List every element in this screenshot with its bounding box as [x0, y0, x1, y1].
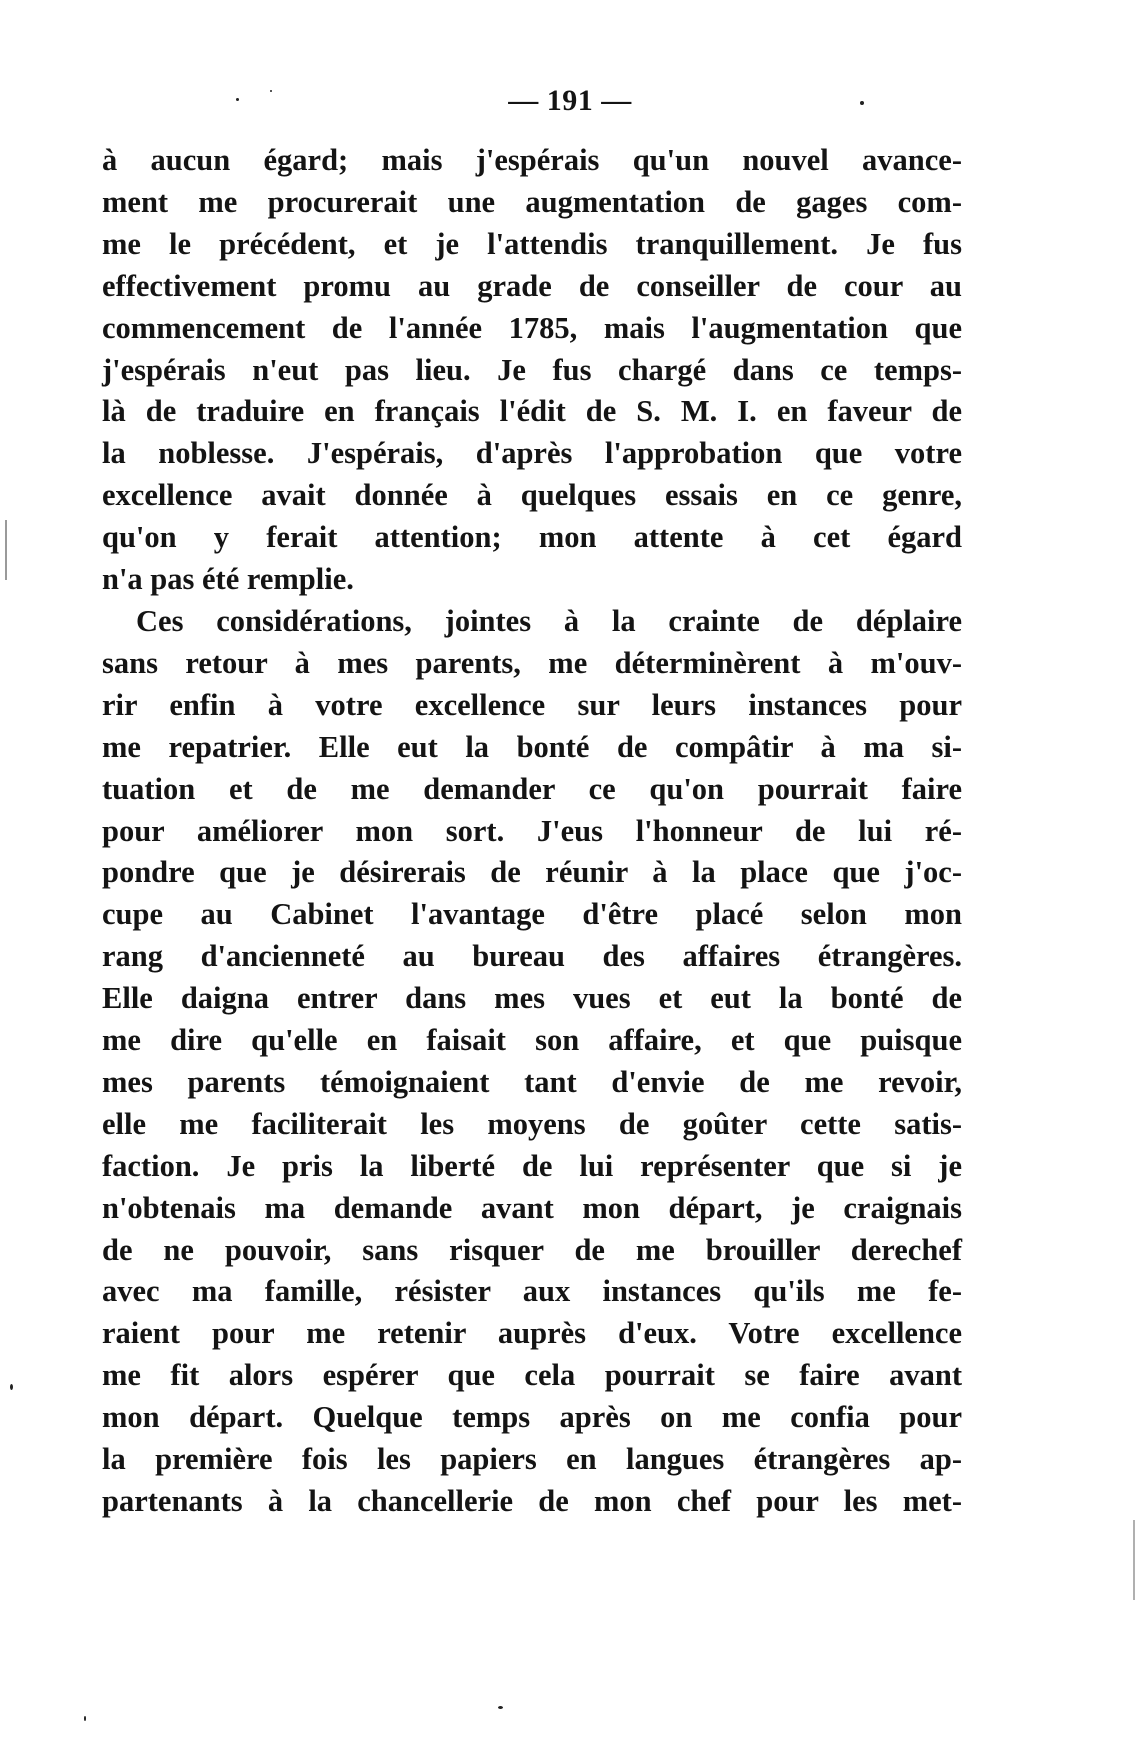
- text-line: rir enfin à votre excellence sur leurs instances pour: [102, 687, 962, 722]
- text-line: me dire qu'elle en faisait son affaire, et que puisque: [102, 1023, 962, 1058]
- scan-edge-mark: [5, 520, 7, 580]
- text-line: me le précédent, et je l'attendis tranquillement. Je fus: [102, 226, 962, 261]
- text-line: elle me faciliterait les moyens de goûter cette satis-: [102, 1106, 962, 1141]
- text-line: Elle daigna entrer dans mes vues et eut la bonté de: [102, 981, 962, 1016]
- scan-speck: [10, 1384, 13, 1390]
- page-number: — 191 —: [508, 84, 632, 117]
- text-line: n'a pas été remplie.: [102, 562, 354, 597]
- text-line: partenants à la chancellerie de mon chef pour les met-: [102, 1484, 962, 1518]
- text-line: effectivement promu au grade de conseiller de cour au: [102, 268, 962, 303]
- text-line: avec ma famille, résister aux instances qu'ils me fe-: [102, 1274, 962, 1309]
- text-line: qu'on y ferait attention; mon attente à cet égard: [102, 520, 962, 555]
- scan-speck: [270, 90, 272, 92]
- text-line: n'obtenais ma demande avant mon départ, je craignais: [102, 1190, 962, 1225]
- text-line: Ces considérations, jointes à la crainte de déplaire: [136, 603, 962, 638]
- scan-edge-mark: [1133, 1520, 1135, 1600]
- text-line: me repatrier. Elle eut la bonté de compâtir à ma si-: [102, 729, 962, 764]
- text-line: la première fois les papiers en langues étrangères ap-: [102, 1442, 962, 1477]
- text-line: à aucun égard; mais j'espérais qu'un nouvel avance-: [102, 143, 962, 177]
- scan-speck: [498, 1706, 503, 1709]
- text-line: rang d'ancienneté au bureau des affaires étrangères.: [102, 939, 962, 974]
- text-line: me fit alors espérer que cela pourrait se faire avant: [102, 1358, 962, 1393]
- text-line: tuation et de me demander ce qu'on pourrait faire: [102, 771, 962, 806]
- text-line: ment me procurerait une augmentation de gages com-: [102, 184, 962, 219]
- text-line: mes parents témoignaient tant d'envie de me revoir,: [102, 1064, 962, 1099]
- scan-speck: [236, 98, 239, 101]
- text-line: de ne pouvoir, sans risquer de me brouiller derechef: [102, 1232, 962, 1267]
- text-line: faction. Je pris la liberté de lui représenter que si je: [102, 1148, 962, 1183]
- text-line: pondre que je désirerais de réunir à la place que j'oc-: [102, 855, 962, 890]
- body-text: [102, 140, 962, 1523]
- text-line: pour améliorer mon sort. J'eus l'honneur de lui ré-: [102, 813, 962, 848]
- scan-speck: [84, 1716, 86, 1721]
- text-line: excellence avait donnée à quelques essais en ce genre,: [102, 478, 962, 513]
- text-line: cupe au Cabinet l'avantage d'être placé selon mon: [102, 897, 962, 932]
- text-line: là de traduire en français l'édit de S. M. I. en faveur de: [102, 394, 962, 429]
- paragraph-2: [102, 601, 962, 1523]
- text-line: la noblesse. J'espérais, d'après l'approbation que votre: [102, 436, 962, 471]
- text-line: mon départ. Quelque temps après on me confia pour: [102, 1400, 962, 1435]
- paragraph-1: [102, 140, 962, 601]
- scan-speck: [860, 101, 864, 105]
- text-line: j'espérais n'eut pas lieu. Je fus chargé dans ce temps-: [102, 352, 962, 387]
- text-line: sans retour à mes parents, me déterminèrent à m'ouv-: [102, 645, 962, 680]
- text-line: raient pour me retenir auprès d'eux. Votre excellence: [102, 1316, 962, 1351]
- text-line: commencement de l'année 1785, mais l'augmentation que: [102, 310, 962, 345]
